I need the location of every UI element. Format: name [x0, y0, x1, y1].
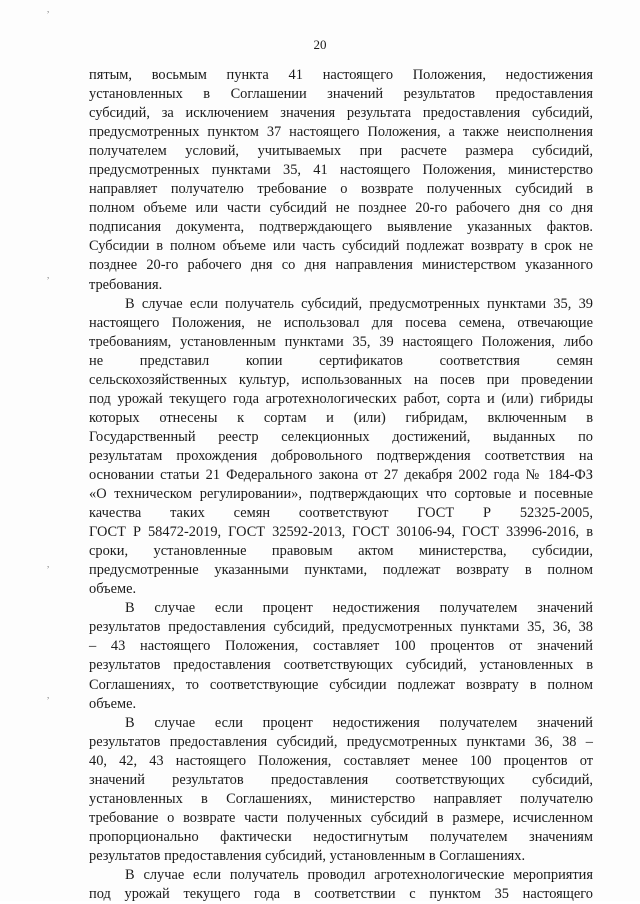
text-line: ГОСТ Р 58472-2019, ГОСТ 32592-2013, ГОСТ 30106-94, ГОСТ 33996-2016, в — [89, 524, 593, 541]
text-line: позднее 20-го рабочего дня со дня направления министерством указанного — [89, 257, 593, 274]
text-line: полном объеме или части субсидий не позднее 20-го рабочего дня со дня — [89, 200, 593, 217]
text-line: результатов предоставления субсидий, установленным в Соглашениях. — [89, 847, 526, 864]
text-line: значений результатов предоставления соответствующих субсидий, — [89, 771, 593, 788]
text-line: которых отнесены к сортам и (или) гибридам, включенным в — [89, 409, 593, 426]
text-line: получателем условий, учитываемых при расчете размера субсидий, — [89, 143, 593, 160]
text-line: В случае если процент недостижения получателем значений — [125, 600, 593, 617]
margin-mark: , — [47, 690, 50, 700]
text-line: настоящего Положения, не использовал для посева семена, отвечающие — [89, 314, 593, 331]
text-line: не представил копии сертификатов соответствия семян — [89, 352, 593, 369]
text-line: объеме. — [89, 581, 137, 598]
text-line: требование о возврате части полученных субсидий в размере, исчисленном — [89, 809, 593, 826]
text-line: результатов предоставления соответствующих субсидий, установленных в — [89, 657, 593, 674]
text-line: объеме. — [89, 695, 137, 712]
text-line: качества таких семян соответствуют ГОСТ Р 52325-2005, — [89, 505, 593, 522]
text-line: пропорционально фактически недостигнутым получателем значениям — [89, 828, 593, 845]
text-line: результатов предоставления субсидий, предусмотренных пунктами 35, 36, 38 — [89, 619, 593, 636]
text-line: В случае если процент недостижения получателем значений — [125, 714, 593, 731]
text-line: Соглашениях, то соответствующие субсидии подлежат возврату в полном — [89, 676, 593, 693]
text-line: под урожай текущего года в соответствии с пунктом 35 настоящего — [89, 886, 593, 903]
text-line: В случае если получатель проводил агротехнологические мероприятия — [125, 866, 593, 883]
text-line: результатов предоставления субсидий, предусмотренных пунктами 36, 38 – — [89, 733, 593, 750]
body-text — [89, 66, 593, 904]
text-line: предусмотренных пунктом 37 настоящего Положения, а также неисполнения — [89, 124, 593, 141]
text-line: сроки, установленные правовым актом министерства, субсидии, — [89, 543, 593, 560]
text-line: подписания документа, подтверждающего выявление указанных фактов. — [89, 219, 593, 236]
margin-mark: , — [47, 270, 50, 280]
text-line: направляет получателю требование о возврате полученных субсидий в — [89, 181, 593, 198]
text-line: 40, 42, 43 настоящего Положения, составляет менее 100 процентов от — [89, 752, 593, 769]
text-line: Государственный реестр селекционных достижений, выданных по — [89, 428, 593, 445]
text-line: субсидий, за исключением значения результата предоставления субсидий, — [89, 105, 593, 122]
text-line: В случае если получатель субсидий, предусмотренных пунктами 35, 39 — [125, 295, 593, 312]
text-line: «О техническом регулировании», подтверждающих что сортовые и посевные — [89, 486, 593, 503]
margin-mark: , — [47, 559, 50, 569]
text-line: предусмотренные указанными пунктами, подлежат возврату в полном — [89, 562, 593, 579]
text-line: установленных в Соглашении значений результатов предоставления — [89, 86, 593, 103]
text-line: под урожай текущего года агротехнологических работ, сорта и (или) гибриды — [89, 390, 593, 407]
text-line: основании статьи 21 Федерального закона от 27 декабря 2002 года № 184-ФЗ — [89, 466, 593, 483]
text-line: требования. — [89, 276, 163, 293]
text-line: – 43 настоящего Положения, составляет 100 процентов от значений — [89, 638, 593, 655]
text-line: предусмотренных пунктами 35, 41 настоящего Положения, министерство — [89, 162, 593, 179]
text-line: пятым, восьмым пункта 41 настоящего Положения, недостижения — [89, 67, 593, 83]
text-line: Субсидии в полном объеме или часть субсидий подлежат возврату в срок не — [89, 238, 593, 255]
text-line: результатам прохождения добровольного подтверждения соответствия на — [89, 447, 593, 464]
text-line: сельскохозяйственных культур, использованных на посев при проведении — [89, 371, 593, 388]
margin-mark: , — [47, 4, 50, 14]
text-line: установленных в Соглашениях, министерство направляет получателю — [89, 790, 593, 807]
text-line: требованиям, установленным пунктами 35, 39 настоящего Положения, либо — [89, 333, 593, 350]
page-number: 20 — [313, 37, 327, 52]
